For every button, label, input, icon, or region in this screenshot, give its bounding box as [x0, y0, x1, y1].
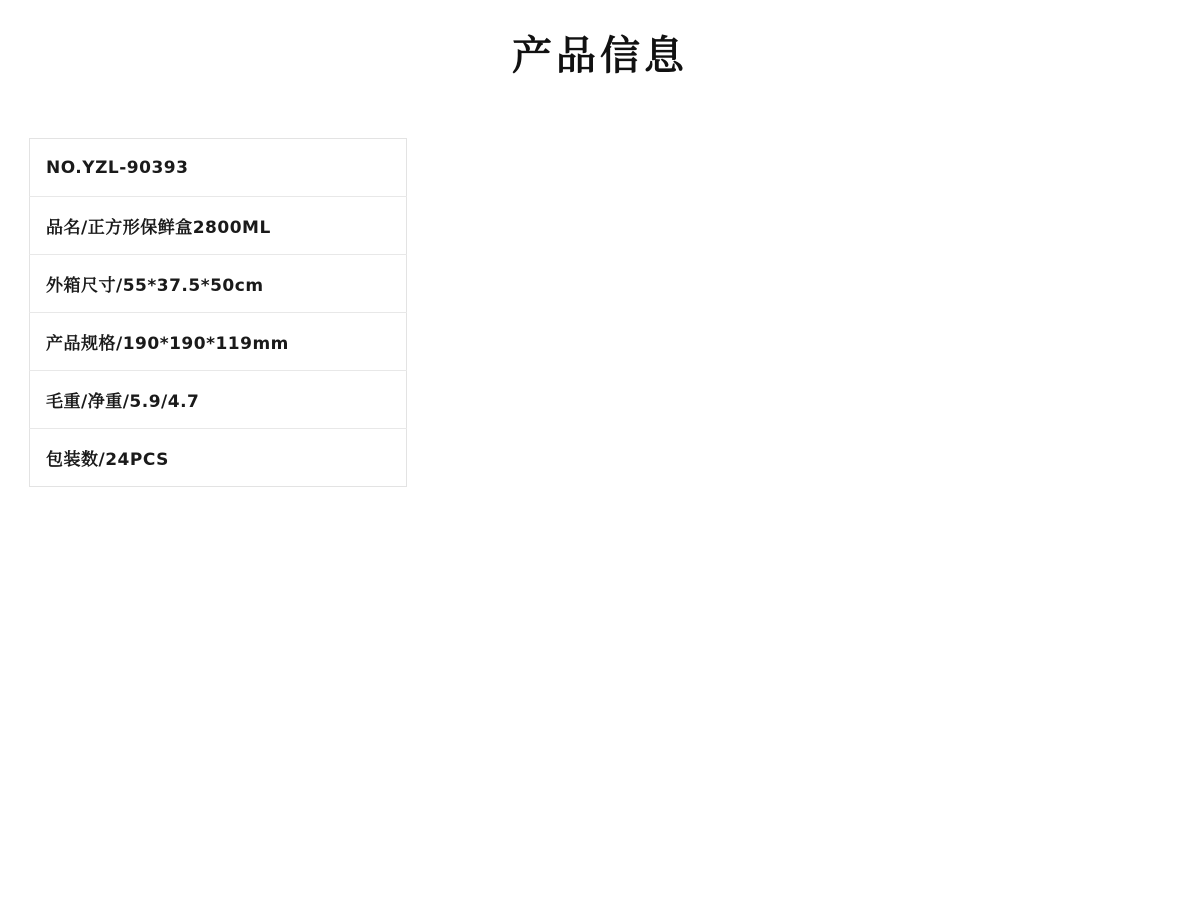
table-row [30, 429, 407, 487]
product-spec-cell: 产品规格/190*190*119mm [30, 313, 407, 371]
product-info-table [29, 138, 407, 487]
page-title: 产品信息 [512, 33, 688, 79]
table-row [30, 197, 407, 255]
package-quantity-cell: 包装数/24PCS [46, 450, 169, 470]
gross-net-weight-cell: 毛重/净重/5.9/4.7 [30, 371, 407, 429]
product-name-cell: 品名/正方形保鲜盒2800ML [30, 197, 407, 255]
table-row [30, 255, 407, 313]
carton-size-cell: 外箱尺寸/55*37.5*50cm [30, 255, 407, 313]
table-row [30, 371, 407, 429]
table-row [30, 139, 407, 197]
product-number-cell: NO.YZL-90393 [30, 139, 407, 197]
table-row [30, 313, 407, 371]
product-info-table-body [30, 139, 407, 487]
